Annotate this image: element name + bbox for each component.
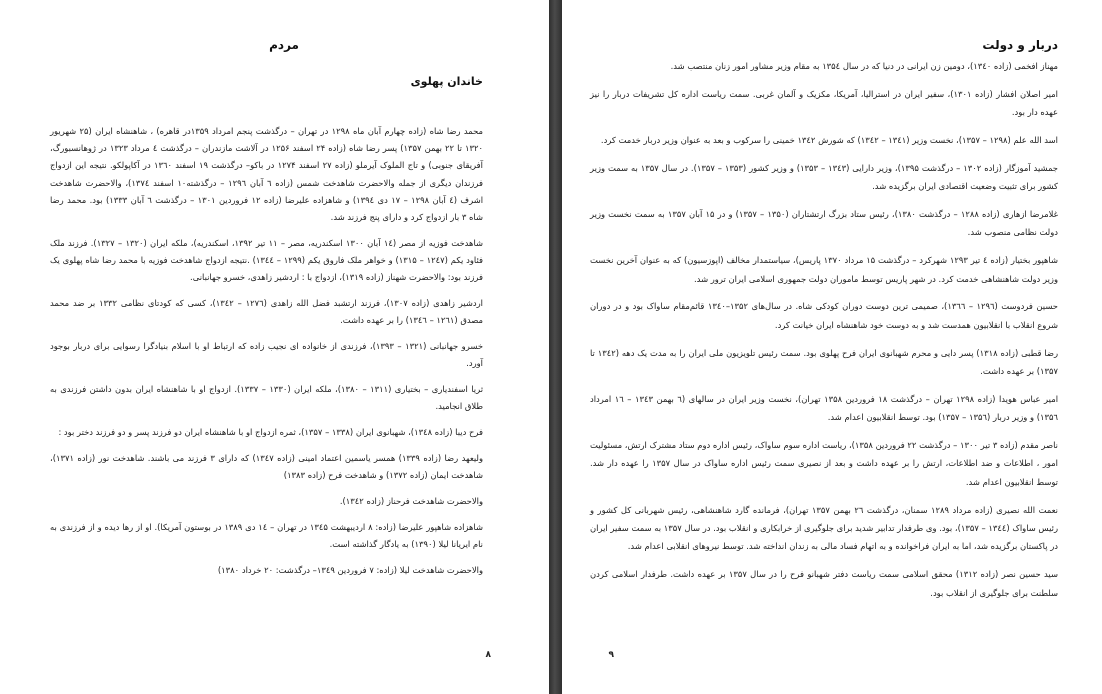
paragraph: رضا قطبی (زاده ۱۳۱۸) پسر دایی و محرم شهبانوی ایران فرح پهلوی بود. سمت رئیس تلویزیون ملی ایران را به مدت یک دهه (۱۳٤۲ تا ۱۳۵۷) بر عهده داشت. — [590, 347, 1058, 377]
paragraph: اردشیر زاهدی (زاده ۱۳۰۷)، فرزند ارتشبد فضل الله زاهدی (۱۲۷٦ – ۱۳٤۲)، کسی که کودتای نظامی ۱۳۳۲ بر ضد محمد مصدق (۱۲٦۱ – ۱۳٤٦) را بر عهده داشت. — [50, 298, 483, 326]
paragraph: والاحضرت شاهدخت فرحناز (زاده ۱۳٤۲). — [339, 495, 483, 506]
paragraph: نعمت الله نصیری (زاده مرداد ۱۲۸۹ سمنان، درگذشت ۲٦ بهمن ۱۳۵۷ تهران)، فرمانده گارد شاهنشاهی، رئیس شهربانی کل کشور و رئیس ساواک (۱۳٤٤ – ۱۳۵۷)، بود. وی طرفدار تدابیر شدید برای جلوگیری از خرابکاری و انقلاب بود. در سال ۱۳۵۷ به سمت سفیر ایران در پاکستان برگزیده شد، اما به ایران فراخوانده و به اتهام فساد مالی به زندان انداخته شد. توسط نیروهای انقلابی اعدام شد. — [590, 504, 1059, 552]
paragraph: غلامرضا ازهاری (زاده ۱۲۸۸ – درگذشت ۱۳۸۰)، رئیس ستاد بزرگ ارتشتاران (۱۳۵۰ – ۱۳۵۷) و در ۱۵ آبان ۱۳۵۷ به سمت نخست وزیر دولت نظامی منصوب شد. — [590, 209, 1059, 238]
page-number: ۸ — [485, 650, 491, 660]
paragraph: شاهزاده شاهپور علیرضا (زاده: ۸ اردیبهشت ۱۳٤۵ در تهران – ۱٤ دی ۱۳۸۹ در بوستون آمریکا). او از رها دیده و از فرزندی به نام ایریانا لیلا (۱۳۹۰) به یادگار گذاشته است. — [50, 521, 483, 549]
paragraph: ثریا اسفندیاری – بختیاری (۱۳۱۱ – ۱۳۸۰)، ملکه ایران (۱۳۳۰ – ۱۳۳۷). ازدواج او با شاهنشاه ایران بدون داشتن فرزندی به طلاق انجامید. — [50, 384, 484, 412]
paragraph: ولیعهد رضا (زاده ۱۳۳۹) همسر یاسمین اعتماد امینی (زاده ۱۳٤۷) که دارای ۳ فرزند می باشند. شاهدخت نور (زاده ۱۳۷۱)، شاهدخت ایمان (زاده ۱۳۷۲) و شاهدخت فرح (زاده ۱۳۸۳) — [50, 452, 483, 481]
page-title: مردم — [269, 38, 299, 52]
paragraph: ناصر مقدم (زاده ۳ تیر ۱۳۰۰ – درگذشت ۲۲ فروردین ۱۳۵۸)، ریاست اداره سوم ساواک، رئیس اداره دوم ستاد مشترک ارتش، مسئولیت امور ، اطلاعات و ضد اطلاعات، ارتش را بر عهده داشت و بعد از نصیری سمت رئیس اداره ساواک در سال ۱۳۵۷ را عهده دار شد. توسط انقلابیون اعدام شد. — [590, 440, 1058, 487]
section-subtitle: خاندان پهلوی — [410, 75, 483, 88]
paragraph: والاحضرت شاهدخت لیلا (زاده: ۷ فروردین ۱۳٤۹– درگذشت: ۲۰ خرداد ۱۳۸۰) — [217, 564, 483, 575]
paragraph: جمشید آموزگار (زاده ۱۳۰۲ – درگذشت ۱۳۹۵)، وزیر دارایی (۱۳٤۳ – ۱۳۵۳) و وزیر کشور (۱۳۵۳ – ۱۳۵۷). در سال ۱۳۵۷ به سمت وزیر کشور برای تثبیت وضعیت اقتصادی ایران برگزیده شد. — [590, 162, 1058, 192]
left-page — [0, 0, 549, 694]
paragraph: خسرو جهانبانی (۱۳۲۱ – ۱۳۹۳)، فرزندی از خانواده ای نجیب زاده که ارتباط او با اسلام بنیادگرا رسوایی برای دربار بوجود آورد. — [50, 341, 483, 369]
right-body-text — [590, 57, 1058, 611]
paragraph: مهناز افخمی (زاده ۱۳٤۰)، دومین زن ایرانی در دنیا که در سال ۱۳۵٤ به مقام وزیر مشاور امور زنان منتصب شد. — [670, 61, 1058, 71]
paragraph: اسد الله علم (۱۲۹۸ – ۱۳۵۷)، نخست وزیر (۱۳٤۱ – ۱۳٤۲) که شورش ۱۳٤۲ خمینی را سرکوب و بعد به عنوان وزیر دربار خدمت کرد. — [600, 135, 1058, 145]
book-spine-divider — [549, 0, 562, 694]
paragraph: محمد رضا شاه (زاده چهارم آبان ماه ۱۲۹۸ در تهران – درگذشت پنجم امرداد ۱۳۵۹در قاهره) ، شاهنشاه ایران (۲۵ شهریور ۱۳۲۰ تا ۲۲ بهمن ۱۳۵۷) پسر رضا شاه (زاده ۲۴ اسفند ۱۲۵۶ در آلاشت مازندران – درگذشت ٤ مرداد ۱۳۲۳ در ژوهانسبورگ، آفریقای جنوبی) و تاج الملوک آیرملو (زاده ۲۷ اسفند ۱۲۷۴ در باکو– درگذشت ۱۹ اسفند ۱۳٦۰ در آکاپولکو. نتیجه این ازدواج فرزندان دیگری از جمله والاحضرت شاهدخت شمس (زاده ٦ آبان ۱۲۹٦ – درگذشته۱۰ اسفند ۱۳۷٤)، والاحضرت شاهدخت اشرف (٤ آبان ۱۲۹۸ – ۱۷ دی ۱۳۹٤) و شاهزاده علیرضا (زاده ۱۲ فروردین ۱۳۰۱ – درگذشت ٦ آبان ۱۳۳۳) بود. محمد رضا شاه ۳ بار ازدواج کرد و دارای پنج فرزند شد. — [50, 126, 484, 223]
right-page — [562, 0, 1102, 694]
paragraph: شاهدخت فوزیه از مصر (۱٤ آبان ۱۳۰۰ اسکندریه، مصر – ۱۱ تیر ۱۳۹۲، اسکندریه)، ملکه ایران (۱۳۲۰ – ۱۳۲۷). فرزند ملک فئاود یکم (۱۲٤۷ – ۱۳۱۵) و خواهر ملک فاروق یکم (۱۲۹۹ – ۱۳٤٤) .نتیجه ازدواج شاهدخت فوزیه با محمد رضا شاه پهلوی یک فرزند بود: والاحضرت شهناز (زاده ۱۳۱۹)، ازدواج با : اردشیر زاهدی، خسرو جهانبانی. — [50, 237, 484, 283]
paragraph: امیر عباس هویدا (زاده ۱۲۹۸ تهران – درگذشت ۱۸ فروردین ۱۳۵۸ تهران)، نخست وزیر ایران در سالهای (٦ بهمن ۱۳٤۳ – ۱٦ امرداد ۱۳۵٦) و وزیر دربار (۱۳۵٦ – ۱۳۵۷) بود. توسط انقلابیون اعدام شد. — [590, 393, 1059, 423]
paragraph: فرح دیبا (زاده ۱۳٤۸)، شهبانوی ایران (۱۳۳۸ – ۱۳۵۷)، ثمره ازدواج او با شاهنشاه ایران دو فرزند پسر و دو فرزند دختر بود : — [58, 427, 483, 438]
paragraph: سید حسین نصر (زاده ۱۳۱۲) محقق اسلامی سمت ریاست دفتر شهبانو فرح را در سال ۱۳۵۷ بر عهده داشت. طرفدار اسلامی کردن سلطنت برای جلوگیری از انقلاب بود. — [590, 569, 1058, 598]
paragraph: شاهپور بختیار (زاده ٤ تیر ۱۲۹۳ شهرکرد – درگذشت ۱۵ مرداد ۱۳۷۰ پاریس)، سیاستمدار مخالف (اپوزسیون) که به عنوان آخرین نخست وزیر دولت شاهنشاهی خدمت کرد. در شهر پاریس توسط ماموران دولت جمهوری اسلامی ایران ترور شد. — [590, 255, 1058, 284]
page-number: ۹ — [608, 650, 614, 660]
paragraph: حسین فردوست (۱۲۹٦ – ۱۳٦٦)، صمیمی ترین دوست دوران کودکی شاه. در سال‌های ۱۳۵۲–۱۳٤۰ قائم‌مقام ساواک بود و در دوران شروع انقلاب با انقلابیون همدست شد و به دوست خود شاهنشاه ایران خیانت کرد. — [590, 301, 1058, 330]
page-title: دربار و دولت — [982, 38, 1058, 52]
left-body-text — [50, 123, 483, 587]
paragraph: امیر اصلان افشار (زاده ۱۳۰۱)، سفیر ایران در استرالیا، آمریکا، مکزیک و آلمان غربی. سمت ریاست اداره کل تشریفات دربار را نیز عهده دار بود. — [590, 88, 1058, 118]
